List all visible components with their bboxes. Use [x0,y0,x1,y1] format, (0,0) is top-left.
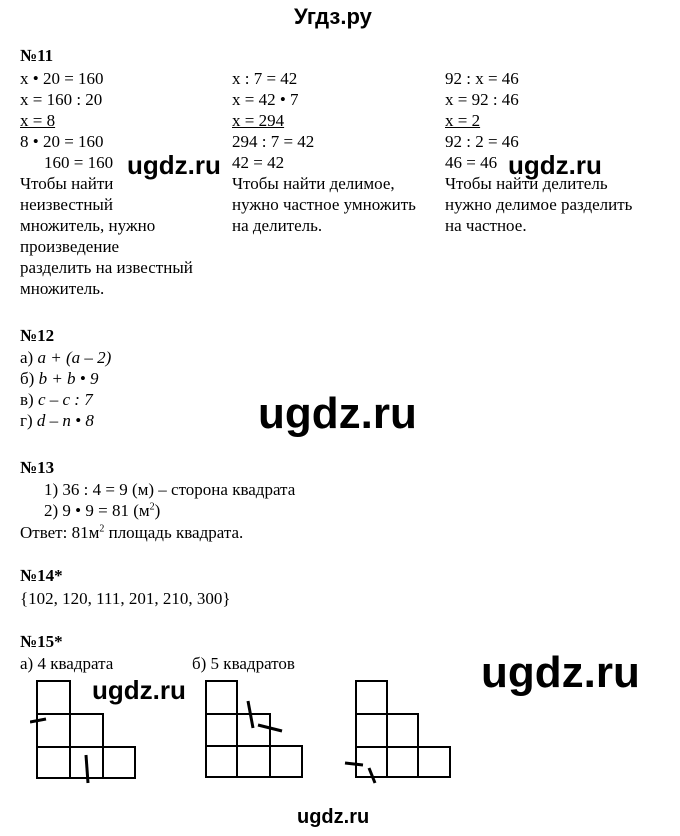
task-11-number: №11 [20,46,54,65]
task-15-number: №15* [20,632,63,651]
answer-line: Ответ: $81м^2$ площадь квадрата. [20,523,244,542]
equation-line: x = 160 : 20 [20,90,103,109]
watermark: ugdz.ru [127,150,221,180]
task-12-number: №12 [20,326,55,345]
rule-line: на делитель. [232,216,323,235]
equation-line: x = 42 • 7 [232,90,299,109]
watermark: ugdz.ru [481,648,640,697]
equation-check: 92 : 2 = 46 [445,132,519,151]
rule-line: нужно делимое разделить [445,195,633,214]
equation-line: x • 20 = 160 [20,69,104,88]
task-12-items [20,347,111,431]
matchstick-figure-b2 [343,675,463,785]
expression-item: г) d – n • 8 [20,411,94,430]
watermark: ugdz.ru [508,150,602,180]
part-a-label: а) 4 квадрата [20,654,114,673]
equation-check: 294 : 7 = 42 [232,132,315,151]
task-13-number: №13 [20,458,55,477]
rule-line: на частное. [445,216,527,235]
rule-line: Чтобы найти делитель [445,174,608,193]
expression-item: в) c – c : 7 [20,390,93,409]
rule-line: множитель. [20,279,105,298]
matchstick-figure-b1 [200,675,320,785]
expression-item: а) a + (a – 2) [20,348,112,367]
matchstick-figure-a [30,675,150,785]
rule-line: множитель, нужно [20,216,156,235]
watermark: ugdz.ru [258,389,417,438]
part-b-label: б) 5 квадратов [192,654,295,673]
rule-line: нужно частное умножить [232,195,416,214]
rule-line: Чтобы найти делимое, [232,174,395,193]
task-14-number: №14* [20,566,63,585]
equation-answer: x = 294 [232,111,285,130]
expression-item: б) b + b • 9 [20,369,99,388]
equation-check: 8 • 20 = 160 [20,132,104,151]
task-11-column-1 [20,68,193,299]
solution-step: 2) 9 • 9 = 81 $(м^2)$ [44,501,161,520]
number-set: {102, 120, 111, 201, 210, 300} [20,589,231,608]
equation-check: 160 = 160 [44,153,114,172]
footer-watermark: ugdz.ru [297,806,370,828]
site-title: Угдз.ру [294,4,372,29]
equation-check: 42 = 42 [232,153,285,172]
equation-line: 92 : x = 46 [445,69,519,88]
task-11-column-2 [232,68,416,236]
equation-line: x = 92 : 46 [445,90,519,109]
rule-line: неизвестный [20,195,113,214]
solution-step: 1) 36 : 4 = 9 (м) – сторона квадрата [44,480,296,499]
equation-check: 46 = 46 [445,153,498,172]
rule-line: Чтобы найти [20,174,114,193]
watermark: ugdz.ru [92,675,186,705]
rule-line: разделить на известный [20,258,193,277]
rule-line: произведение [20,237,120,256]
equation-line: x : 7 = 42 [232,69,298,88]
equation-answer: x = 2 [445,111,481,130]
equation-answer: x = 8 [20,111,56,130]
